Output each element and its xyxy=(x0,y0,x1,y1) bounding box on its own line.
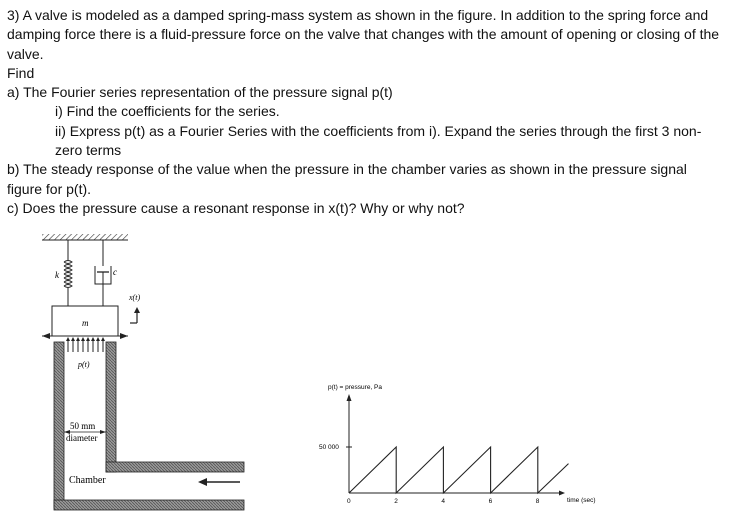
problem-text xyxy=(7,6,722,218)
x-axis-arrowhead xyxy=(559,491,565,496)
ceiling-hatch xyxy=(42,234,128,240)
part-a: a) The Fourier series representation of the pressure signal p(t) xyxy=(7,84,393,101)
x-tick-label: 0 xyxy=(347,498,351,505)
y-axis-title: p(t) = pressure, Pa xyxy=(328,384,383,391)
x-axis-title: time (sec) xyxy=(567,497,596,504)
diameter-label-1: 50 mm xyxy=(70,421,96,431)
pressure-chart xyxy=(319,384,596,505)
right-arrowhead xyxy=(120,333,128,339)
flow-arrowhead xyxy=(198,478,207,486)
chamber-label: Chamber xyxy=(69,475,106,486)
x-tick-label: 6 xyxy=(488,498,493,505)
diameter-label-2: diameter xyxy=(66,433,98,443)
right-wall xyxy=(106,342,116,472)
y-tick-label: 50 000 xyxy=(319,444,339,451)
y-axis-arrowhead xyxy=(347,394,352,401)
part-a-ii: ii) Express p(t) as a Fourier Series with the coefficients from i). Expand the series through the first 3 non-zero terms xyxy=(55,122,702,159)
x-tick-label: 8 xyxy=(535,498,540,505)
displacement-label: x(t) xyxy=(129,293,141,302)
part-b: b) The steady response of the value when the pressure in the chamber varies as shown in the pressure signal figure for p(t). xyxy=(7,161,687,197)
pressure-label: p(t) xyxy=(78,360,90,369)
valve-schematic xyxy=(42,234,244,510)
mass-label: m xyxy=(82,318,89,328)
pressure-signal-line xyxy=(349,447,569,493)
x-tick-label: 4 xyxy=(441,498,446,505)
problem-intro: 3) A valve is modeled as a damped spring-mass system as shown in the figure. In addition to the spring force and damping force there is a fluid-pressure force on the valve that changes with the amount of opening or closing of the valve. xyxy=(7,7,720,62)
part-c: c) Does the pressure cause a resonant response in x(t)? Why or why not? xyxy=(7,199,465,216)
bottom-wall xyxy=(54,500,244,510)
left-wall xyxy=(54,342,64,508)
part-a-i: i) Find the coefficients for the series. xyxy=(55,103,280,120)
find-heading: Find xyxy=(7,64,35,81)
left-arrowhead xyxy=(42,333,50,339)
figure-area xyxy=(0,226,729,522)
outlet-top-wall xyxy=(106,462,244,472)
damper xyxy=(95,240,111,306)
x-tick-label: 2 xyxy=(394,498,398,505)
displacement-arrow xyxy=(130,307,140,323)
damper-label: c xyxy=(113,267,117,277)
spring xyxy=(64,240,72,306)
spring-label: k xyxy=(55,270,59,280)
diameter-arrow-right xyxy=(100,430,106,434)
pressure-arrowheads xyxy=(66,337,105,341)
